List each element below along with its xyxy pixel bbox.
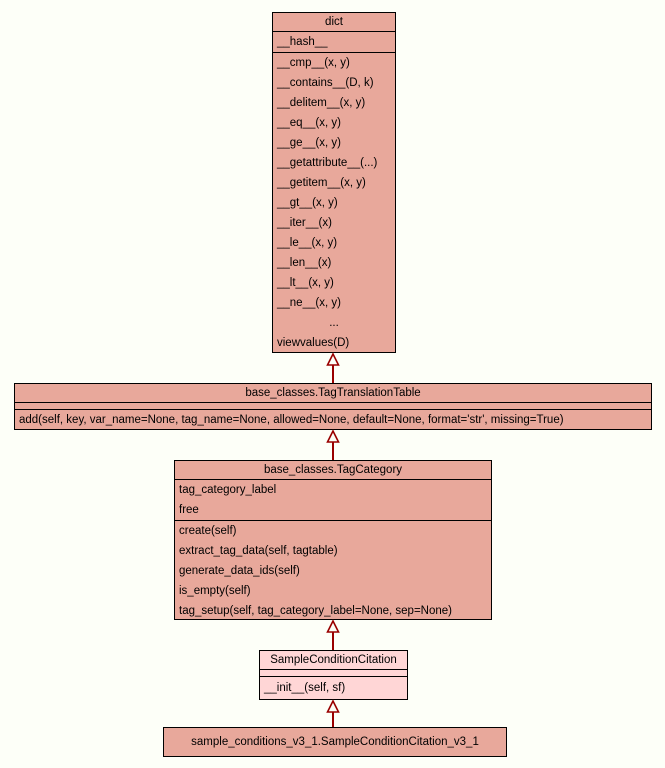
method-row[interactable]: create(self)	[179, 525, 237, 537]
methods-section	[260, 677, 407, 700]
method-row[interactable]: __delitem__(x, y)	[277, 97, 366, 109]
attribute-row[interactable]: free	[179, 504, 199, 516]
method-row[interactable]: __eq__(x, y)	[277, 117, 341, 129]
attributes-section-empty	[260, 670, 407, 677]
method-row[interactable]: __contains__(D, k)	[277, 77, 374, 89]
class-title[interactable]: base_classes.TagTranslationTable	[15, 384, 651, 403]
method-row[interactable]: viewvalues(D)	[277, 337, 350, 349]
method-row[interactable]: __len__(x)	[277, 257, 332, 269]
method-row[interactable]: __iter__(x)	[277, 217, 332, 229]
inheritance-arrow	[326, 430, 340, 460]
method-row[interactable]: __cmp__(x, y)	[277, 57, 350, 69]
method-row[interactable]: is_empty(self)	[179, 585, 251, 597]
attribute-row[interactable]: __hash__	[277, 36, 328, 48]
method-row[interactable]: __getitem__(x, y)	[277, 177, 366, 189]
class-title[interactable]: base_classes.TagCategory	[175, 461, 491, 480]
class-box-tagtranslationtable	[14, 383, 652, 430]
method-row[interactable]: __lt__(x, y)	[277, 277, 334, 289]
method-row[interactable]: __getattribute__(...)	[277, 157, 378, 169]
attributes-section	[175, 480, 491, 521]
class-box-dict	[272, 12, 396, 353]
attribute-row[interactable]: tag_category_label	[179, 484, 277, 496]
class-box-sampleconditioncitation-v3-1	[163, 727, 507, 757]
class-title[interactable]: SampleConditionCitation	[260, 651, 407, 670]
methods-section	[175, 521, 491, 621]
method-row[interactable]: __ne__(x, y)	[277, 297, 341, 309]
methods-section	[15, 410, 651, 430]
method-row[interactable]: __init__(self, sf)	[264, 682, 346, 694]
method-row[interactable]: tag_setup(self, tag_category_label=None, sep=None)	[179, 605, 452, 617]
method-row[interactable]: generate_data_ids(self)	[179, 565, 300, 577]
attributes-section-empty	[15, 403, 651, 410]
method-row[interactable]: __gt__(x, y)	[277, 197, 338, 209]
inheritance-arrow	[326, 620, 340, 650]
method-row[interactable]: __ge__(x, y)	[277, 137, 341, 149]
class-box-sampleconditioncitation	[259, 650, 408, 700]
attributes-section	[273, 32, 395, 53]
method-row[interactable]: __le__(x, y)	[277, 237, 338, 249]
ellipsis-row: ...	[329, 317, 339, 329]
inheritance-arrow	[326, 353, 340, 383]
inheritance-arrow	[326, 700, 340, 727]
class-box-tagcategory	[174, 460, 492, 620]
class-title[interactable]: sample_conditions_v3_1.SampleConditionCitation_v3_1	[191, 736, 479, 748]
method-row[interactable]: extract_tag_data(self, tagtable)	[179, 545, 338, 557]
class-title[interactable]: dict	[273, 13, 395, 32]
method-row[interactable]: add(self, key, var_name=None, tag_name=None, allowed=None, default=None, format='str', missing=True)	[19, 414, 564, 426]
methods-section	[273, 53, 395, 353]
